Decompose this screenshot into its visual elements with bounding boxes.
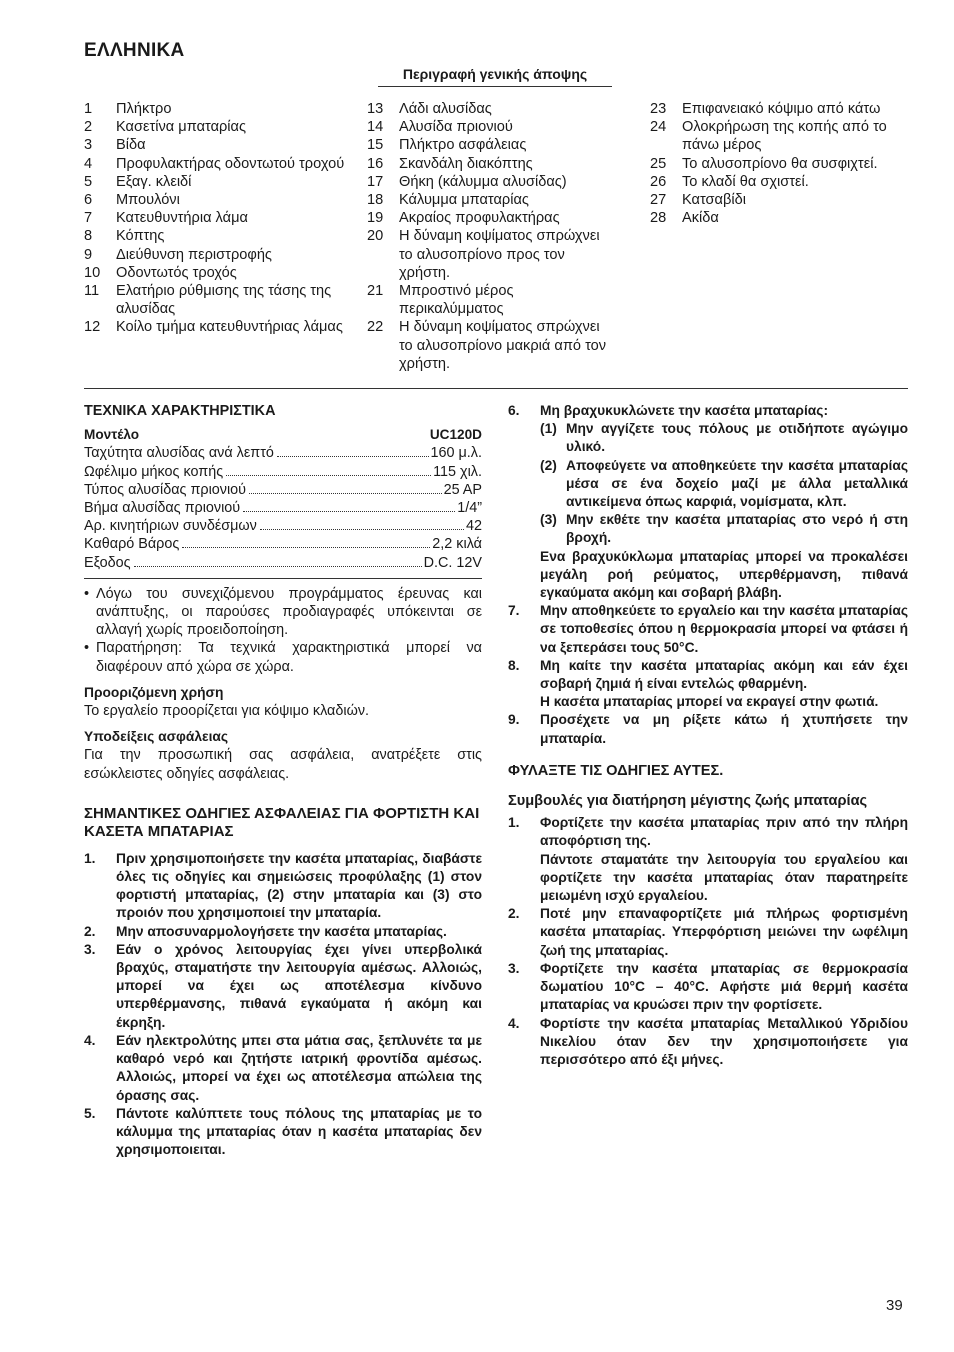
part-item (367, 318, 607, 373)
part-item (650, 173, 908, 191)
battery-tips-list (508, 814, 908, 1069)
spec-value: 42 (465, 518, 482, 535)
part-number: 28 (650, 210, 667, 227)
item-text: Πάντοτε καλύπτετε τους πόλους της μπαταρίας με το κάλυμμα της μπαταρίας όταν η κασέτα μπαταρίας δεν χρησιμοποιειται. (116, 1105, 482, 1158)
list-item (508, 814, 908, 850)
part-item (650, 191, 908, 209)
part-item (84, 191, 346, 209)
item-continuation: Πάντοτε σταματάτε την λειτουργία του εργαλείου και φορτίζετε την κασέτα μπαταρίας όταν παρατηρείτε μειωμένη ισχύ εργαλείου. (540, 851, 908, 904)
leader-dots (243, 510, 455, 512)
part-item (650, 118, 908, 154)
sub-item-number: (1) (540, 421, 557, 437)
part-label: Το αλυσοπρίονο θα συσφιχτεί. (682, 155, 878, 172)
part-number: 20 (367, 228, 384, 245)
part-item (84, 173, 346, 191)
part-item (650, 155, 908, 173)
part-label: Το κλαδί θα σχιστεί. (682, 173, 809, 190)
safety-list-continued (508, 402, 908, 748)
list-item (84, 850, 482, 923)
list-item (508, 602, 908, 657)
part-label: Σκανδάλη διακόπτης (399, 155, 533, 172)
part-label: Κοίλο τμήμα κατευθυντήριας λάμας (116, 319, 343, 336)
list-item (508, 960, 908, 1015)
part-number: 14 (367, 119, 384, 136)
part-label: Μπροστινό μέρος περικαλύμματος (399, 283, 514, 318)
part-number: 2 (84, 119, 93, 136)
item-text: Φορτίζετε την κασέτα μπαταρίας σε θερμοκρασία δωματίου 10°C – 40°C. Αφήστε μιά θερμή κασέτα μπαταρίας να κρυώσει πριν την φορτίσετε. (540, 960, 908, 1013)
sub-item-text: Μην αγγίζετε τους πόλους με οτιδήποτε αγώγιμο υλικό. (566, 421, 908, 455)
part-number: 21 (367, 283, 384, 300)
part-label: Κατευθυντήρια λάμα (116, 210, 248, 227)
part-item (84, 118, 346, 136)
part-label: Προφυλακτήρας οδοντωτού τροχού (116, 155, 345, 172)
spec-row (84, 444, 482, 462)
part-item (367, 282, 607, 318)
bullet-icon: • (84, 640, 90, 657)
right-column (508, 402, 908, 1069)
part-number: 27 (650, 192, 667, 209)
part-item (84, 227, 346, 245)
part-number: 9 (84, 246, 93, 263)
spec-label: Ταχύτητα αλυσίδας ανά λεπτό (84, 445, 274, 462)
intended-use-heading: Προοριζόμενη χρήση (84, 684, 224, 700)
part-label: Η δύναμη κοψίματος σπρώχνει το αλυσοπρίονο μακριά από τον χρήστη. (399, 319, 607, 372)
left-column (84, 402, 482, 1159)
item-number: 2. (508, 906, 520, 922)
part-item (650, 209, 908, 227)
part-number: 17 (367, 173, 384, 190)
list-item (508, 657, 908, 693)
part-number: 16 (367, 155, 384, 172)
important-safety-list (84, 850, 482, 1159)
spec-value: 160 μ.λ. (430, 445, 482, 462)
part-item (84, 136, 346, 154)
sub-item-text: Αποφεύγετε να αποθηκεύετε την κασέτα μπαταρίας μέσα σε ένα δοχείο μαζί με άλλα μεταλλικά αντικείμενα όπως καρφιά, νομίσματα, κλπ. (566, 457, 908, 510)
page-number: 39 (886, 1297, 903, 1314)
spec-value: 115 χιλ. (433, 463, 482, 480)
part-label: Βίδα (116, 137, 146, 154)
spec-row (84, 463, 482, 481)
list-item (508, 905, 908, 960)
part-number: 6 (84, 192, 93, 209)
leader-dots (134, 565, 422, 567)
model-label: Μοντέλο (84, 427, 140, 443)
spec-row (84, 481, 482, 499)
spec-row (84, 554, 482, 572)
item-number: 4. (84, 1032, 96, 1048)
spec-label: Εξοδος (84, 554, 131, 571)
part-number: 7 (84, 210, 93, 227)
leader-dots (249, 492, 442, 494)
part-label: Η δύναμη κοψίματος σπρώχνει το αλυσοπρίονο προς τον χρήστη. (399, 228, 600, 281)
important-safety-heading: ΣΗΜΑΝΤΙΚΕΣ ΟΔΗΓΙΕΣ ΑΣΦΑΛΕΙΑΣ ΓΙΑ ΦΟΡΤΙΣΤΗ ΚΑΙ ΚΑΣΕΤΑ ΜΠΑΤΑΡΙΑΣ (84, 804, 480, 841)
part-number: 13 (367, 101, 384, 117)
sub-item-number: (2) (540, 457, 557, 473)
parts-list-column-1 (84, 100, 346, 337)
spec-label: Καθαρό Βάρος (84, 536, 180, 553)
item-text: Φορτίστε την κασέτα μπαταρίας Μεταλλικού Υδριδίου Νικελίου όταν δεν την χρησιμοποιήσετε για περισσότερο από έξι μήνες. (540, 1015, 908, 1067)
overview-title: Περιγραφή γενικής άποψης (378, 66, 612, 87)
part-item (84, 246, 346, 264)
part-number: 1 (84, 101, 93, 117)
part-item (84, 318, 346, 336)
list-item (508, 1015, 908, 1070)
part-item (367, 227, 607, 282)
spec-label: Ωφέλιμο μήκος κοπής (84, 463, 224, 480)
item-text: Προσέχετε να μη ρίξετε κάτω ή χτυπήσετε την μπαταρία. (540, 712, 908, 746)
part-label: Κάλυμμα μπαταρίας (399, 192, 529, 209)
spec-row (84, 535, 482, 553)
specs-heading: ΤΕΧΝΙΚΑ ΧΑΡΑΚΤΗΡΙΣΤΙΚΑ (84, 403, 276, 419)
item-number: 5. (84, 1105, 96, 1121)
section-divider (84, 388, 908, 389)
item-number: 7. (508, 603, 520, 619)
item-text: Εάν ο χρόνος λειτουργίας έχει γίνει υπερβολικά βραχύς, σταματήστε την λειτουργία αμέσως. Αλλοιώς, μπορεί να έχει ως αποτέλεσμα κίνδυνο υπερθέρμανσης, πιθανά εγκαύματα ή ακόμη και έκρηξη. (116, 941, 482, 1030)
spec-row (84, 517, 482, 535)
item-number: 1. (84, 850, 96, 866)
item-number: 6. (508, 403, 520, 418)
spec-label: Τύπος αλυσίδας πριονιού (84, 481, 247, 498)
part-number: 18 (367, 192, 384, 209)
item-number: 3. (508, 960, 520, 976)
part-item (84, 100, 346, 118)
item-number: 4. (508, 1015, 520, 1031)
item-text: Πριν χρησιμοποιήσετε την κασέτα μπαταρίας, διαβάστε όλες τις οδηγίες και σημειώσεις προφύλαξης (1) στον φορτιστή μπαταρίας, (2) στην μπαταρία και (3) στο προιόν που χρησιμοποιεί την μπαταρία. (116, 850, 482, 921)
spec-label: Αρ. κινητήριων συνδέσμων (84, 518, 257, 535)
part-label: Ακίδα (682, 210, 719, 227)
spec-model-row (84, 426, 482, 444)
item-number: 8. (508, 657, 520, 673)
spec-value: 2,2 κιλά (432, 536, 482, 553)
sub-item (540, 511, 908, 547)
safety-hints-heading: Υποδείξεις ασφάλειας (84, 729, 229, 745)
part-label: Κατσαβίδι (682, 192, 746, 209)
part-number: 10 (84, 264, 101, 281)
part-number: 5 (84, 173, 93, 190)
sub-item-number: (3) (540, 512, 557, 528)
part-number: 11 (84, 283, 100, 300)
leader-dots (277, 455, 429, 457)
sub-item-text: Μην εκθέτε την κασέτα μπαταρίας στο νερό ή στη βροχή. (566, 512, 908, 546)
intended-use-text: Το εργαλείο προορίζεται για κόψιμο κλαδιών. (84, 703, 370, 720)
part-item (84, 282, 346, 318)
leader-dots (182, 546, 430, 548)
leader-dots (226, 474, 431, 476)
spec-note (84, 585, 482, 640)
part-number: 23 (650, 101, 667, 117)
item-number: 9. (508, 712, 520, 728)
part-label: Επιφανειακό κόψιμο από κάτω (682, 101, 881, 117)
part-label: Ελατήριο ρύθμισης της τάσης της αλυσίδας (116, 283, 332, 318)
part-label: Μπουλόνι (116, 192, 180, 209)
part-item (650, 100, 908, 118)
item-text: Ποτέ μην επαναφορτίζετε μιά πλήρως φορτισμένη κασέτα μπαταρίας. Υπερφόρτιση μειώνει την ωφέλιμη ζωή της μπαταρίας. (540, 906, 908, 958)
spec-label: Βήμα αλυσίδας πριονιού (84, 500, 241, 517)
part-label: Λάδι αλυσίδας (399, 101, 492, 117)
keep-instructions-heading: ΦΥΛΑΞΤΕ ΤΙΣ ΟΔΗΓΙΕΣ ΑΥΤΕΣ. (508, 762, 724, 779)
sub-item (540, 457, 908, 512)
part-label: Κόπτης (116, 228, 165, 245)
part-label: Εξαγ. κλειδί (116, 173, 192, 190)
part-number: 19 (367, 210, 384, 227)
list-item (84, 1105, 482, 1160)
part-number: 12 (84, 319, 101, 336)
part-label: Θήκη (κάλυμμα αλυσίδας) (399, 173, 567, 190)
part-item (367, 191, 607, 209)
part-item (367, 118, 607, 136)
item-text: Μην αποσυναρμολογήσετε την κασέτα μπαταρίας. (116, 923, 447, 939)
item-text: Μην αποθηκεύετε το εργαλείο και την κασέτα μπαταρίας σε τοποθεσίες όπου η θερμοκρασία μπορεί να φτάσει ή να ξεπεράσει τους 50°C. (540, 603, 908, 655)
spec-note (84, 639, 482, 675)
part-label: Οδοντωτός τροχός (116, 264, 237, 281)
list-item (508, 402, 908, 420)
part-label: Ακραίος προφυλακτήρας (399, 210, 560, 227)
part-number: 3 (84, 137, 93, 154)
part-number: 24 (650, 119, 667, 136)
spec-note-text: Λόγω του συνεχιζόμενου προγράμματος έρευνας και ανάπτυξης, οι παρούσες προδιαγραφές υπόκεινται σε αλλαγή χωρίς προειδοποίηση. (96, 585, 482, 639)
part-number: 25 (650, 155, 667, 172)
parts-list-column-3 (650, 100, 908, 227)
part-number: 22 (367, 319, 384, 336)
part-item (367, 209, 607, 227)
item-text: Μη καίτε την κασέτα μπαταρίας ακόμη και εάν έχει σοβαρή ζημιά ή είναι εντελώς φθαρμένη. (540, 657, 908, 692)
item-continuation: Η κασέτα μπαταρίας μπορεί να εκραγεί στην φωτιά. (540, 694, 879, 710)
spec-value: 25 AP (443, 481, 482, 498)
spec-row (84, 499, 482, 517)
part-label: Διεύθυνση περιστροφής (116, 246, 272, 263)
part-label: Κασετίνα μπαταρίας (116, 119, 247, 136)
part-item (367, 100, 607, 118)
leader-dots (260, 528, 464, 530)
part-label: Ολοκρήρωση της κοπής από το πάνω μέρος (682, 119, 887, 154)
part-item (367, 173, 607, 191)
item-number: 1. (508, 815, 520, 831)
sub-item (540, 420, 908, 456)
item-text: Μη βραχυκυκλώνετε την κασέτα μπαταρίας: (540, 403, 829, 418)
part-number: 26 (650, 173, 667, 190)
part-number: 8 (84, 228, 93, 245)
part-label: Αλυσίδα πριονιού (399, 119, 513, 136)
part-item (84, 209, 346, 227)
part-item (84, 155, 346, 173)
list-item (84, 941, 482, 1032)
model-value: UC120D (429, 427, 482, 443)
spec-rule (84, 578, 482, 579)
item-number: 3. (84, 941, 96, 957)
language-heading: ΕΛΛΗΝΙΚΑ (84, 40, 185, 61)
part-label: Πλήκτρο (116, 101, 172, 117)
battery-tips-heading: Συμβουλές για διατήρηση μέγιστης ζωής μπαταρίας (508, 793, 868, 810)
part-item (84, 264, 346, 282)
safety-hints-text: Για την προσωπική σας ασφάλεια, ανατρέξετε στις εσώκλειστες οδηγίες ασφάλειας. (84, 747, 482, 782)
part-number: 4 (84, 155, 93, 172)
item-continuation: Ενα βραχυκύκλωμα μπαταρίας μπορεί να προκαλέσει μεγάλη ροή ρεύματος, υπερθέρμανση, πιθανά εγκαύματα ακόμη και σοβαρή βλάβη. (540, 548, 908, 601)
list-item (84, 1032, 482, 1105)
spec-value: 1/4” (457, 500, 482, 517)
part-item (367, 155, 607, 173)
bullet-icon: • (84, 585, 90, 602)
part-item (367, 136, 607, 154)
part-label: Πλήκτρο ασφάλειας (399, 137, 527, 154)
part-number: 15 (367, 137, 384, 154)
spec-value: D.C. 12V (423, 554, 482, 571)
item-text: Φορτίζετε την κασέτα μπαταρίας πριν από την πλήρη αποφόρτιση της. (540, 815, 908, 849)
item-text: Εάν ηλεκτρολύτης μπει στα μάτια σας, ξεπλυνέτε τα με καθαρό νερό και ζητήστε ιατρική φροντίδα αμέσως. Αλλοιώς, μπορεί να έχει ως αποτέλεσμα απώλεια της όρασης σας. (116, 1032, 482, 1103)
item-number: 2. (84, 923, 96, 939)
spec-note-text: Παρατήρηση: Τα τεχνικά χαρακτηριστικά μπορεί να διαφέρουν από χώρα σε χώρα. (96, 640, 482, 675)
list-item (84, 923, 482, 941)
parts-list-column-2 (367, 100, 607, 373)
list-item (508, 711, 908, 747)
